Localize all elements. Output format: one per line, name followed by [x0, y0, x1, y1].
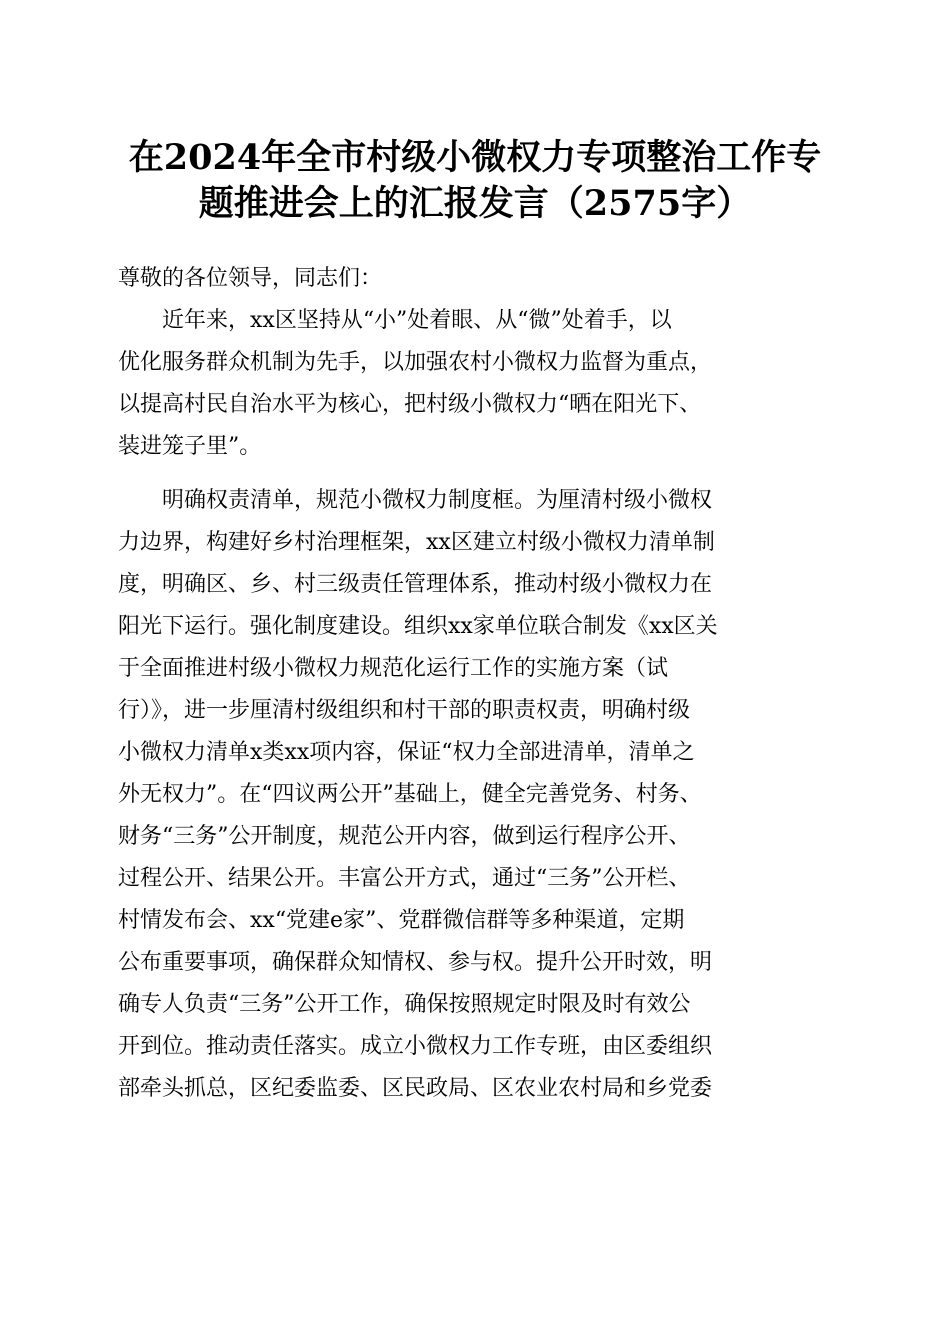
paragraph-line: 外无权力”。在“四议两公开”基础上，健全完善党务、村务、 [118, 782, 702, 807]
paragraph-line: 过程公开、结果公开。丰富公开方式，通过“三务”公开栏、 [118, 866, 691, 891]
document-body [118, 258, 830, 1110]
paragraph-line: 以提高村民自治水平为核心，把村级小微权力“晒在阳光下、 [118, 392, 702, 417]
paragraph-line: 财务“三务”公开制度，规范公开内容，做到运行程序公开、 [118, 824, 691, 849]
paragraph-line: 开到位。推动责任落实。成立小微权力工作专班，由区委组织 [118, 1034, 713, 1059]
paragraph-line: 行）》，进一步厘清村级组织和村干部的职责权责，明确村级 [118, 698, 691, 723]
salutation: 尊敬的各位领导，同志们： [118, 266, 383, 291]
paragraph-spacer [118, 468, 830, 480]
paragraph-line: 确专人负责“三务”公开工作，确保按照规定时限及时有效公 [118, 992, 691, 1017]
paragraph-line: 度，明确区、乡、村三级责任管理体系，推动村级小微权力在 [118, 572, 713, 597]
paragraph-line: 力边界，构建好乡村治理框架，xx区建立村级小微权力清单制 [118, 530, 715, 555]
paragraph-line: 村情发布会、xx“党建e家”、党群微信群等多种渠道，定期 [118, 908, 685, 933]
title-line-2: 题推进会上的汇报发言（2575字） [198, 183, 752, 224]
paragraph-line: 装进笼子里”。 [118, 434, 262, 459]
paragraph-line: 公布重要事项，确保群众知情权、参与权。提升公开时效，明 [118, 950, 713, 975]
paragraph-line: 部牵头抓总，区纪委监委、区民政局、区农业农村局和乡党委 [118, 1076, 713, 1101]
title-line-1: 在2024年全市村级小微权力专项整治工作专 [128, 137, 822, 178]
document-title [100, 135, 850, 227]
paragraph-line: 明确权责清单，规范小微权力制度框。为厘清村级小微权 [118, 488, 713, 513]
paragraph-line: 阳光下运行。强化制度建设。组织xx家单位联合制发《xx区关 [118, 614, 718, 639]
paragraph-line: 于全面推进村级小微权力规范化运行工作的实施方案（试 [118, 656, 669, 681]
paragraph-1 [118, 300, 830, 468]
paragraph-line: 近年来，xx区坚持从“小”处着眼、从“微”处着手，以 [118, 308, 672, 333]
paragraph-line: 小微权力清单x类xx项内容，保证“权力全部进清单，清单之 [118, 740, 695, 765]
paragraph-2 [118, 480, 830, 1110]
paragraph-line: 优化服务群众机制为先手，以加强农村小微权力监督为重点， [118, 350, 713, 375]
